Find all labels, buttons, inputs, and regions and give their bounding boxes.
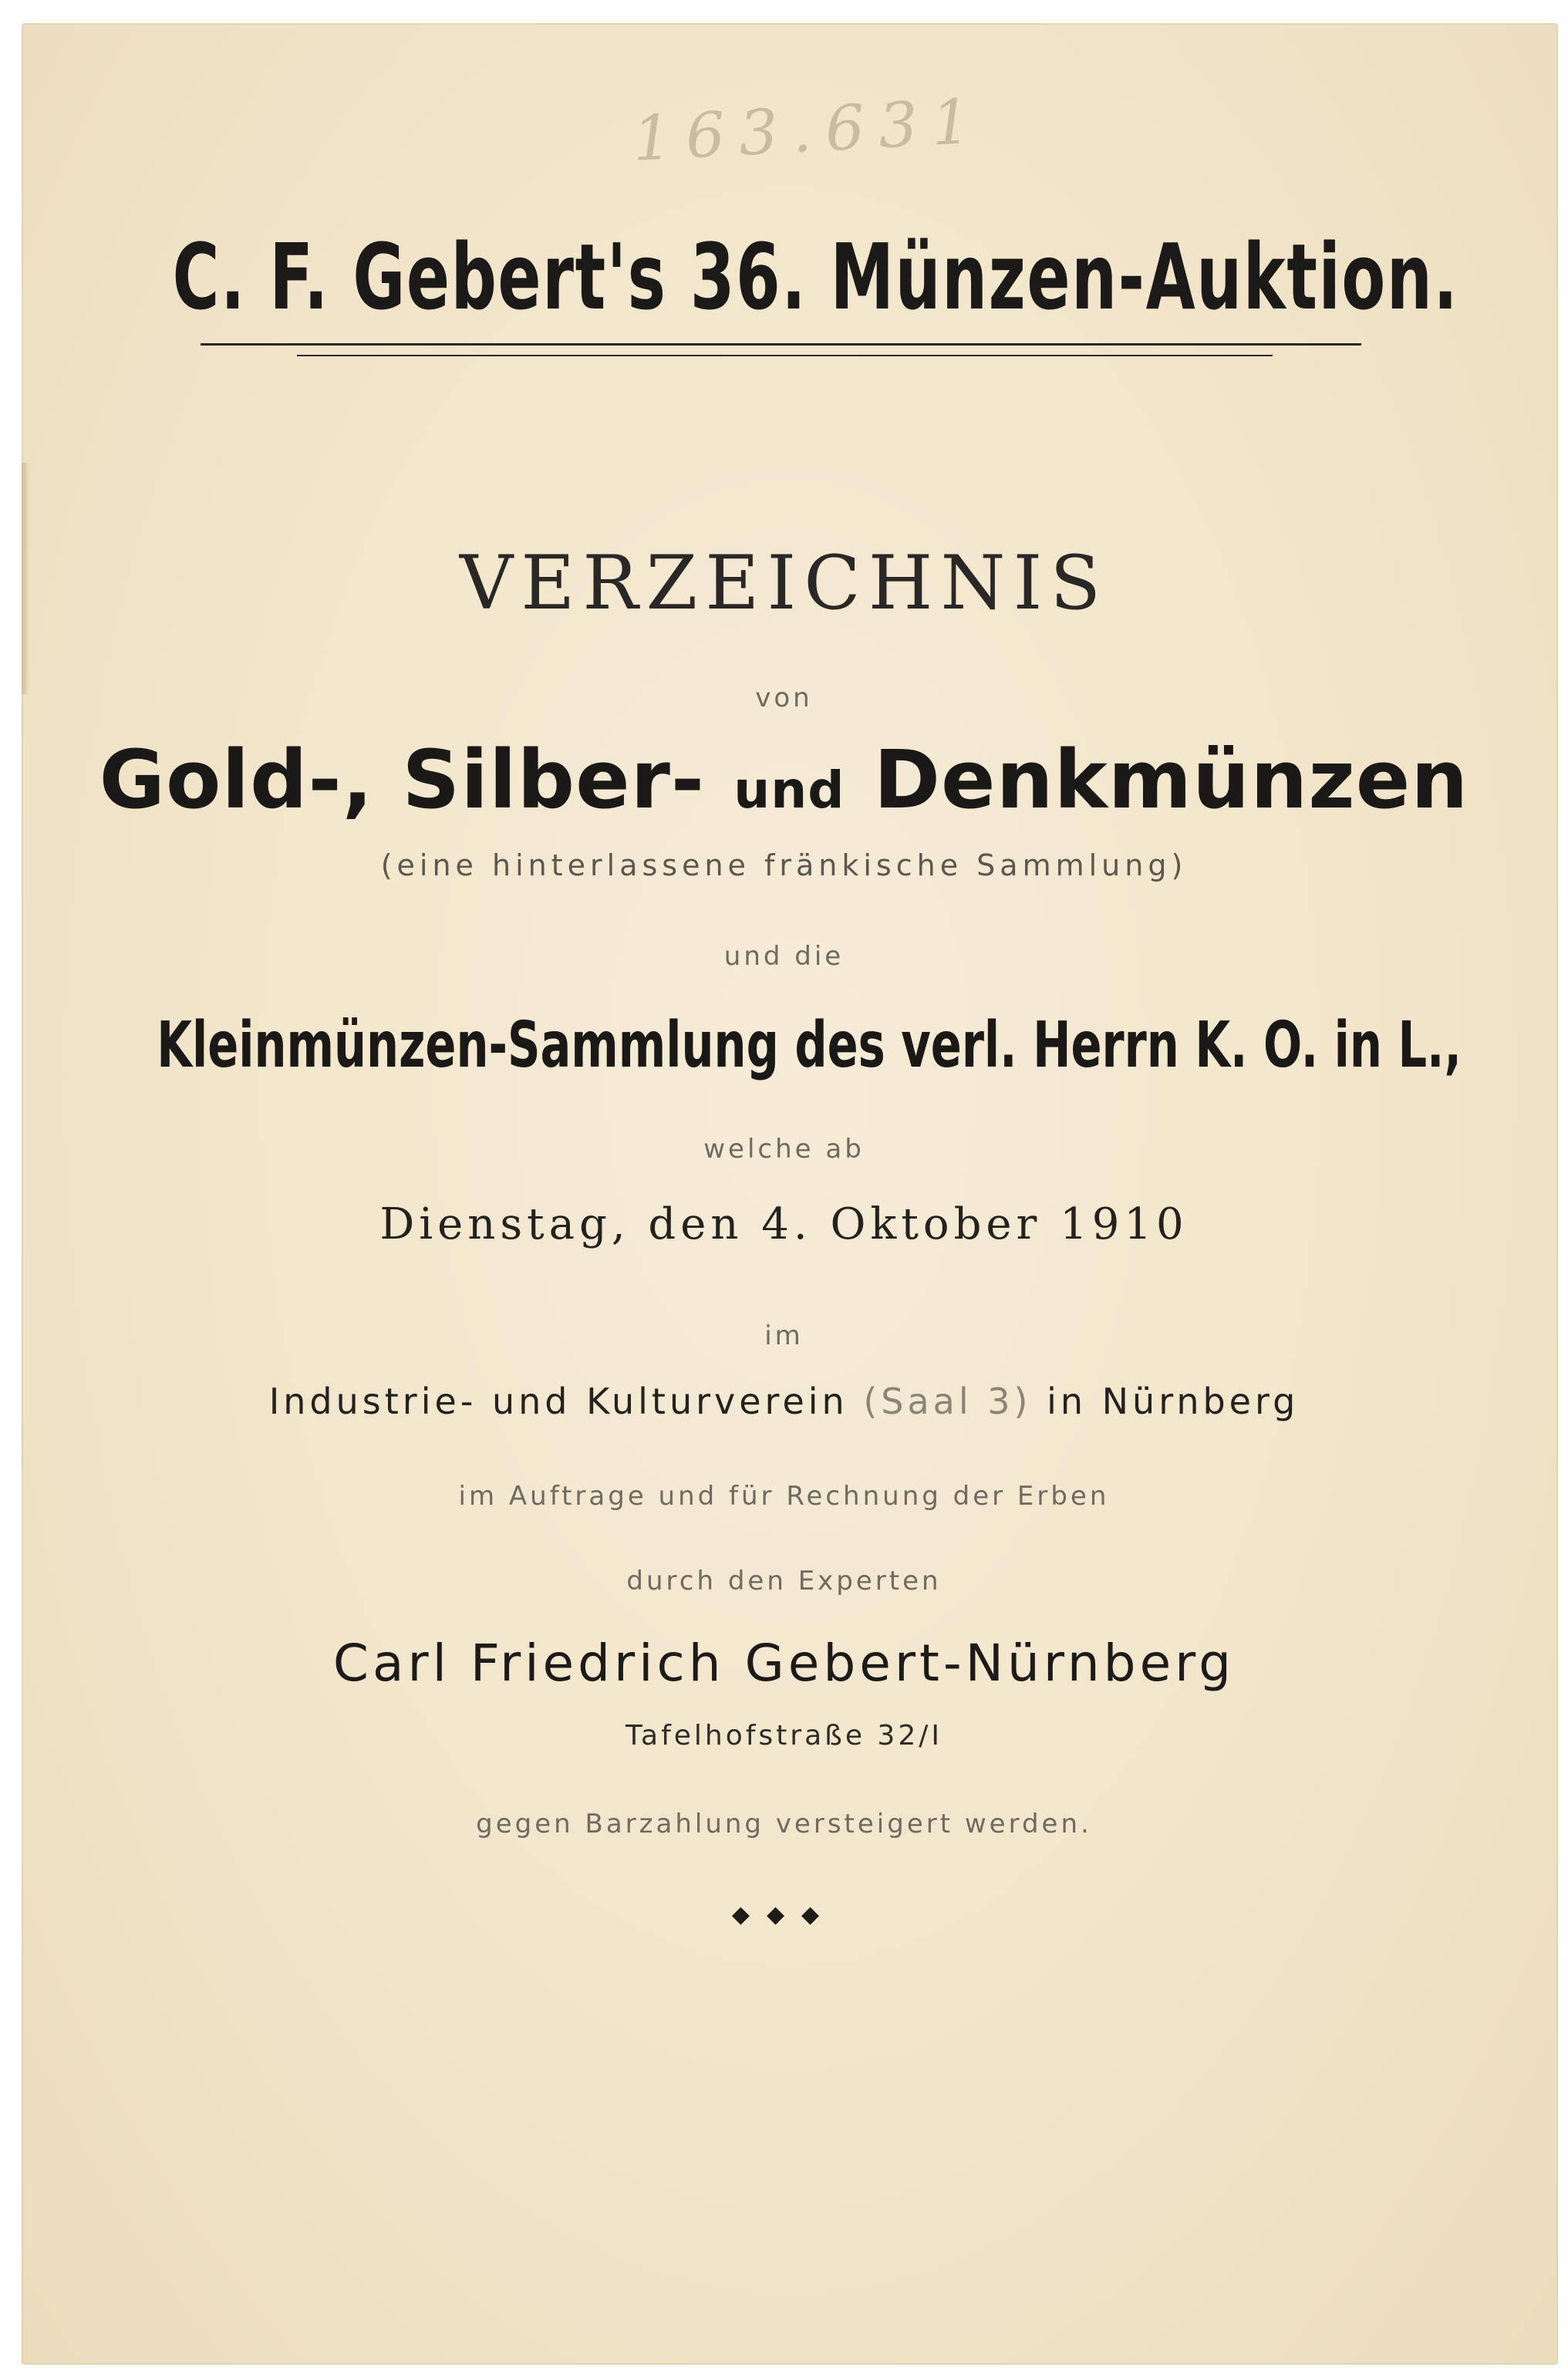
auction-date: Dienstag, den 4. Oktober 1910 [379, 1199, 1189, 1249]
im-text: im [764, 1320, 804, 1351]
expert-name: Carl Friedrich Gebert-Nürnberg [332, 1634, 1236, 1693]
catalog-cover-page [22, 23, 1558, 2365]
auction-title: C. F. Gebert's 36. Münzen-Auktion. [172, 224, 1459, 330]
coins-title-part2: Denkmünzen [873, 733, 1469, 827]
diamond-ornament: ◆◆◆ [731, 1901, 837, 1928]
venue-name: Industrie- und Kulturverein [268, 1381, 848, 1422]
expert-intro-text: durch den Experten [626, 1566, 942, 1596]
commission-text: im Auftrage und für Rechnung der Erben [458, 1481, 1110, 1512]
title-underline-top [201, 343, 1361, 346]
von-text: von [755, 683, 813, 713]
title-underline-bottom [297, 355, 1273, 356]
coins-title [0, 733, 1568, 827]
handwritten-note: 163.631 [630, 85, 986, 175]
expert-address: Tafelhofstraße 32/I [626, 1720, 942, 1752]
welche-ab-text: welche ab [703, 1134, 865, 1165]
venue-room: (Saal 3) [863, 1381, 1032, 1422]
venue-city: in Nürnberg [1047, 1381, 1300, 1422]
coins-title-und: und [733, 760, 845, 820]
coins-title-part1: Gold-, Silber- [99, 733, 706, 827]
und-die-text: und die [723, 941, 845, 972]
collection-subtitle: (eine hinterlassene fränkische Sammlung) [380, 848, 1188, 882]
auction-venue [0, 1381, 1568, 1422]
closing-text: gegen Barzahlung versteigert werden. [476, 1809, 1092, 1839]
small-coins-collection-title: Kleinmünzen-Sammlung des verl. Herrn K. O. in L., [157, 1009, 1462, 1082]
catalog-heading: VERZEICHNIS [459, 540, 1109, 626]
